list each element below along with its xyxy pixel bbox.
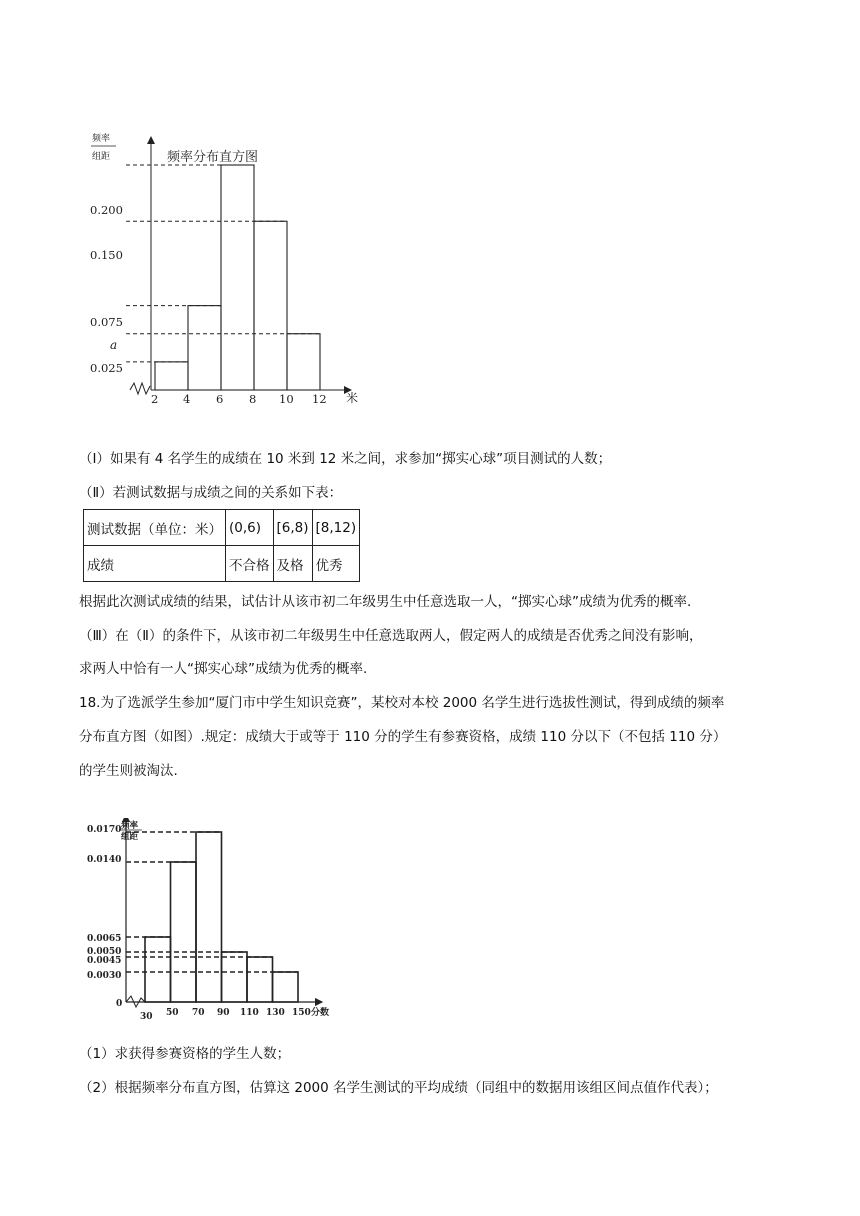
histogram-bar [196, 832, 222, 1002]
histogram-bar [171, 862, 197, 1002]
question-III-line2: 求两人中恰有一人“掷实心球”成绩为优秀的概率. [79, 661, 368, 677]
x-axis-unit: 米 [346, 391, 359, 405]
y-tick-0.0050: 0.0050 [87, 947, 122, 957]
x-tick-50: 50 [166, 1008, 179, 1018]
table-cell: (0,6) [226, 510, 274, 546]
x-tick-130: 130 [266, 1008, 285, 1018]
table-cell: 及格 [273, 546, 312, 582]
question-18-1: （1）求获得参赛资格的学生人数； [79, 1046, 291, 1062]
table-cell: [6,8) [273, 510, 312, 546]
y-tick-0.0170: 0.0170 [87, 825, 122, 835]
y-axis-label-top: 频率 [121, 821, 139, 831]
after-table-text: 根据此次测试成绩的结果，试估计从该市初二年级男生中任意选取一人，“掷实心球”成绩为优秀的概率. [79, 594, 692, 610]
table-cell: 优秀 [312, 546, 360, 582]
y-tick-a: a [110, 338, 118, 352]
y-axis-label-bottom: 组距 [92, 152, 111, 162]
y-tick-0.0030: 0.0030 [87, 971, 122, 981]
histogram-bar [221, 165, 254, 390]
histogram-bar [145, 937, 171, 1002]
x-tick-30: 30 [140, 1012, 153, 1022]
x-tick-4: 4 [183, 392, 191, 406]
table-cell: 测试数据（单位：米） [84, 510, 226, 546]
x-tick-6: 6 [216, 392, 224, 406]
table-cell: [8,12) [312, 510, 360, 546]
x-tick-70: 70 [192, 1008, 205, 1018]
x-tick-90: 90 [217, 1008, 230, 1018]
histogram-bar [254, 221, 287, 390]
x-tick-8: 8 [249, 392, 257, 406]
y-tick-0.0065: 0.0065 [87, 934, 122, 944]
question-II: （Ⅱ）若测试数据与成绩之间的关系如下表： [79, 485, 343, 501]
x-tick-150: 150 [292, 1008, 311, 1018]
y-tick-0: 0 [116, 999, 123, 1009]
relation-table [83, 509, 360, 582]
y-tick-0.025: 0.025 [90, 361, 123, 375]
table-cell: 不合格 [226, 546, 274, 582]
problem-18-line1: 18.为了选派学生参加“厦门市中学生知识竞赛”，某校对本校 2000 名学生进行选拔性测试，得到成绩的频率 [79, 695, 725, 711]
problem-18-line3: 的学生则被淘汰. [79, 763, 178, 779]
chart-title: 频率分布直方图 [167, 150, 259, 165]
y-tick-0.150: 0.150 [90, 248, 123, 262]
histogram-bar [287, 334, 320, 390]
x-tick-2: 2 [151, 392, 159, 406]
y-tick-0.0140: 0.0140 [87, 855, 122, 865]
table-row [84, 546, 360, 582]
histogram-bar [247, 957, 273, 1002]
histogram-throw-distance [88, 128, 368, 413]
x-axis-unit: 分数 [311, 1008, 330, 1018]
y-tick-0.075: 0.075 [90, 315, 123, 329]
x-tick-12: 12 [312, 392, 327, 406]
table-row [84, 510, 360, 546]
question-III-line1: （Ⅲ）在（Ⅱ）的条件下，从该市初二年级男生中任意选取两人，假定两人的成绩是否优秀之间没有影响， [79, 628, 703, 644]
histogram-bar [155, 362, 188, 390]
y-tick-0.200: 0.200 [90, 203, 123, 217]
histogram-bar [188, 306, 221, 390]
histogram-bar [222, 952, 248, 1002]
question-I: （Ⅰ）如果有 4 名学生的成绩在 10 米到 12 米之间，求参加“掷实心球”项目测试的人数； [79, 451, 612, 467]
table-cell: 成绩 [84, 546, 226, 582]
histogram-score-distribution [84, 818, 344, 1028]
question-18-2: （2）根据频率分布直方图，估算这 2000 名学生测试的平均成绩（同组中的数据用该组区间点值作代表）； [79, 1080, 718, 1096]
y-axis-label-top: 频率 [92, 134, 111, 144]
x-tick-110: 110 [240, 1008, 259, 1018]
y-axis-label-bottom: 组距 [121, 832, 139, 842]
x-tick-10: 10 [279, 392, 294, 406]
histogram-bar [273, 972, 299, 1002]
problem-18-line2: 分布直方图（如图）.规定：成绩大于或等于 110 分的学生有参赛资格，成绩 110 分以下（不包括 110 分） [79, 729, 727, 745]
y-tick-0.0045: 0.0045 [87, 956, 122, 966]
